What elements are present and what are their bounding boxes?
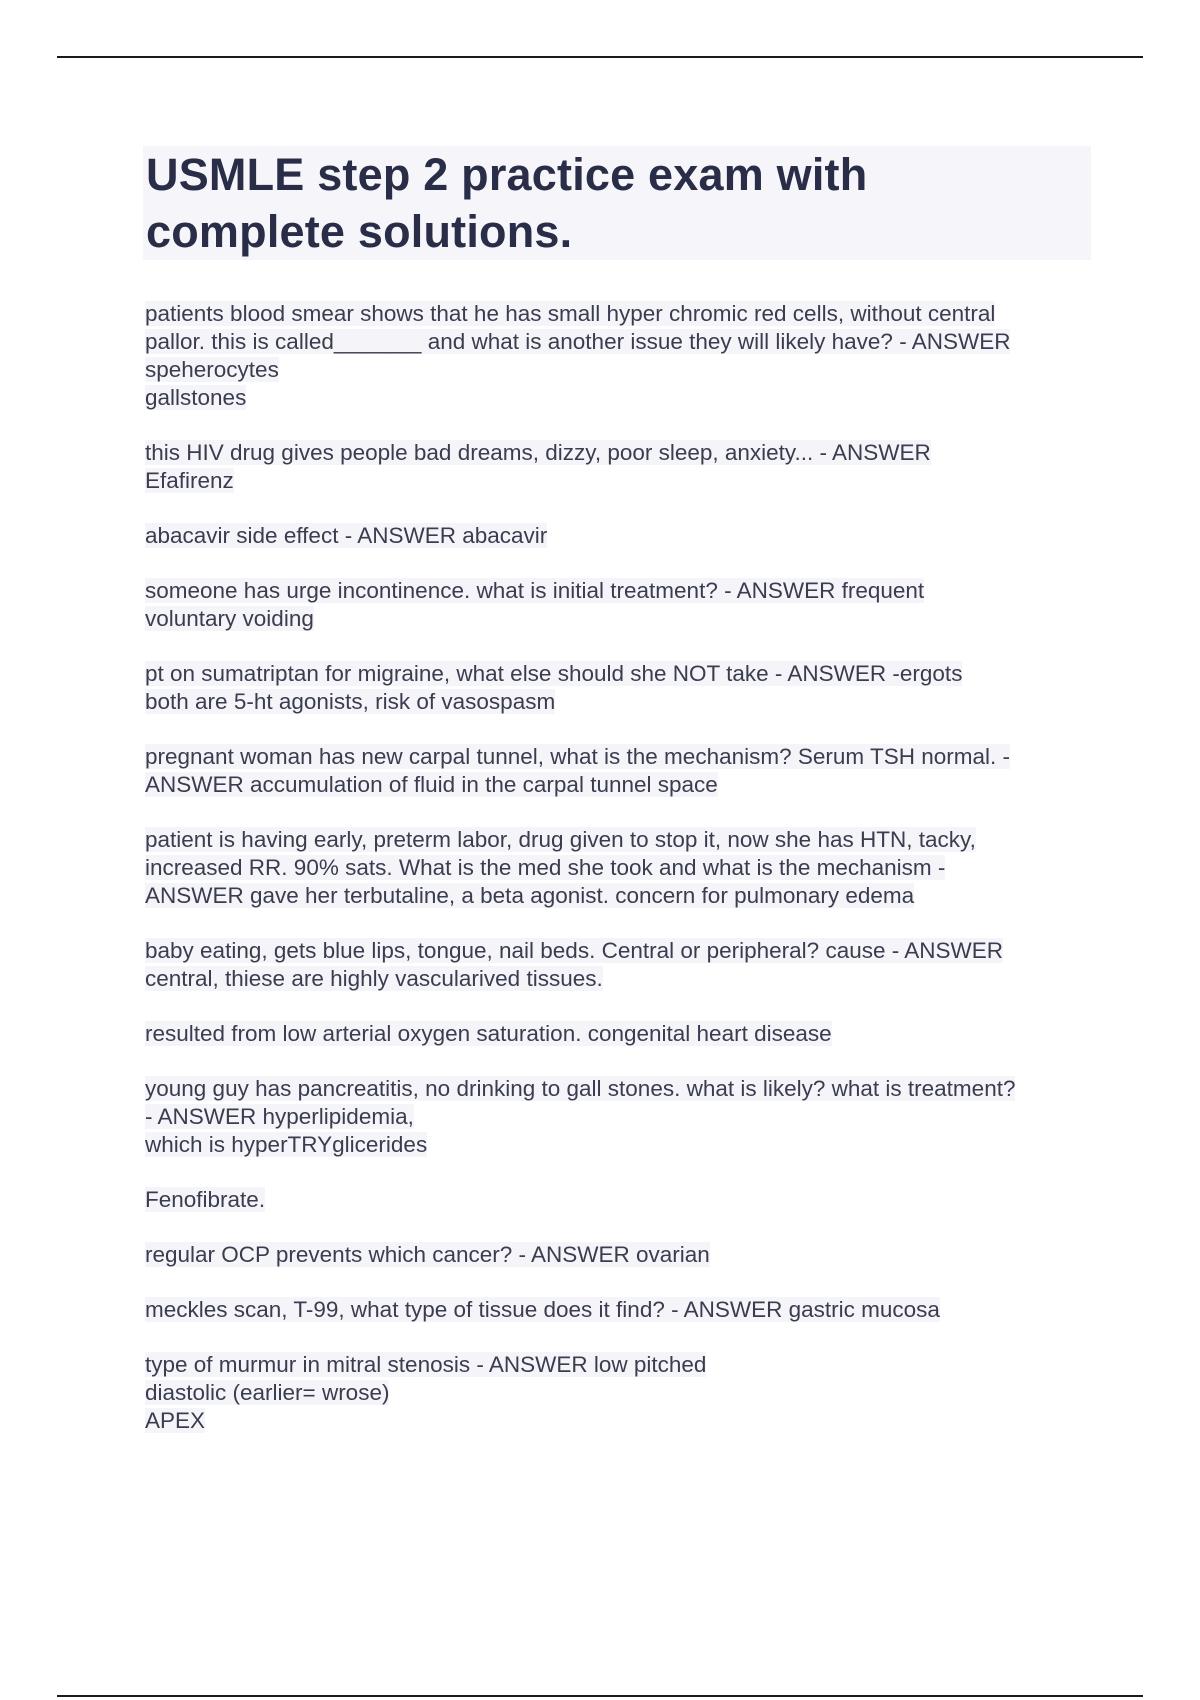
- qa-line: young guy has pancreatitis, no drinking to gall stones. what is likely? what is treatment?: [145, 1076, 1016, 1101]
- title-block: [143, 146, 1091, 260]
- qa-line: patients blood smear shows that he has small hyper chromic red cells, without central: [145, 301, 996, 326]
- qa-line: speherocytes: [145, 357, 279, 382]
- qa-line: resulted from low arterial oxygen saturation. congenital heart disease: [145, 1021, 832, 1046]
- qa-item: [145, 577, 1095, 633]
- qa-item: [145, 1241, 1095, 1269]
- qa-line: abacavir side effect - ANSWER abacavir: [145, 523, 548, 548]
- qa-line: both are 5-ht agonists, risk of vasospasm: [145, 689, 556, 714]
- qa-item: [145, 660, 1095, 716]
- qa-item: [145, 1351, 1095, 1435]
- qa-line: which is hyperTRYglicerides: [145, 1132, 428, 1157]
- qa-line: ANSWER gave her terbutaline, a beta agonist. concern for pulmonary edema: [145, 883, 915, 908]
- qa-list: [145, 300, 1095, 1462]
- qa-line: this HIV drug gives people bad dreams, dizzy, poor sleep, anxiety... - ANSWER: [145, 440, 931, 465]
- qa-line: ANSWER accumulation of fluid in the carpal tunnel space: [145, 772, 718, 797]
- qa-line: someone has urge incontinence. what is initial treatment? - ANSWER frequent: [145, 578, 925, 603]
- qa-line: central, thiese are highly vascularived tissues.: [145, 966, 603, 991]
- qa-line: pregnant woman has new carpal tunnel, what is the mechanism? Serum TSH normal. -: [145, 744, 1010, 769]
- qa-item: [145, 1075, 1095, 1159]
- qa-item: [145, 1296, 1095, 1324]
- qa-line: type of murmur in mitral stenosis - ANSWER low pitched: [145, 1352, 707, 1377]
- qa-line: baby eating, gets blue lips, tongue, nail beds. Central or peripheral? cause - ANSWER: [145, 938, 1003, 963]
- qa-line: - ANSWER hyperlipidemia,: [145, 1104, 414, 1129]
- qa-line: pt on sumatriptan for migraine, what else should she NOT take - ANSWER -ergots: [145, 661, 963, 686]
- qa-line: Efafirenz: [145, 468, 234, 493]
- qa-item: [145, 439, 1095, 495]
- qa-item: [145, 300, 1095, 412]
- qa-line: Fenofibrate.: [145, 1187, 266, 1212]
- bottom-rule: [57, 1695, 1143, 1697]
- document-title: [143, 146, 1091, 260]
- title-line-2: complete solutions.: [146, 206, 573, 257]
- title-line-1: USMLE step 2 practice exam with: [146, 149, 868, 200]
- qa-item: [145, 826, 1095, 910]
- qa-line: regular OCP prevents which cancer? - ANSWER ovarian: [145, 1242, 710, 1267]
- qa-line: diastolic (earlier= wrose): [145, 1380, 390, 1405]
- qa-item: [145, 1186, 1095, 1214]
- qa-line: meckles scan, T-99, what type of tissue does it find? - ANSWER gastric mucosa: [145, 1297, 940, 1322]
- qa-line: increased RR. 90% sats. What is the med she took and what is the mechanism -: [145, 855, 946, 880]
- qa-line: gallstones: [145, 385, 247, 410]
- qa-item: [145, 937, 1095, 993]
- qa-line: APEX: [145, 1408, 206, 1433]
- qa-item: [145, 1020, 1095, 1048]
- qa-item: [145, 522, 1095, 550]
- qa-item: [145, 743, 1095, 799]
- top-rule: [57, 56, 1143, 58]
- qa-line: voluntary voiding: [145, 606, 314, 631]
- qa-line: patient is having early, preterm labor, drug given to stop it, now she has HTN, tacky,: [145, 827, 976, 852]
- qa-line: pallor. this is called_______ and what is another issue they will likely have? - ANSWER: [145, 329, 1011, 354]
